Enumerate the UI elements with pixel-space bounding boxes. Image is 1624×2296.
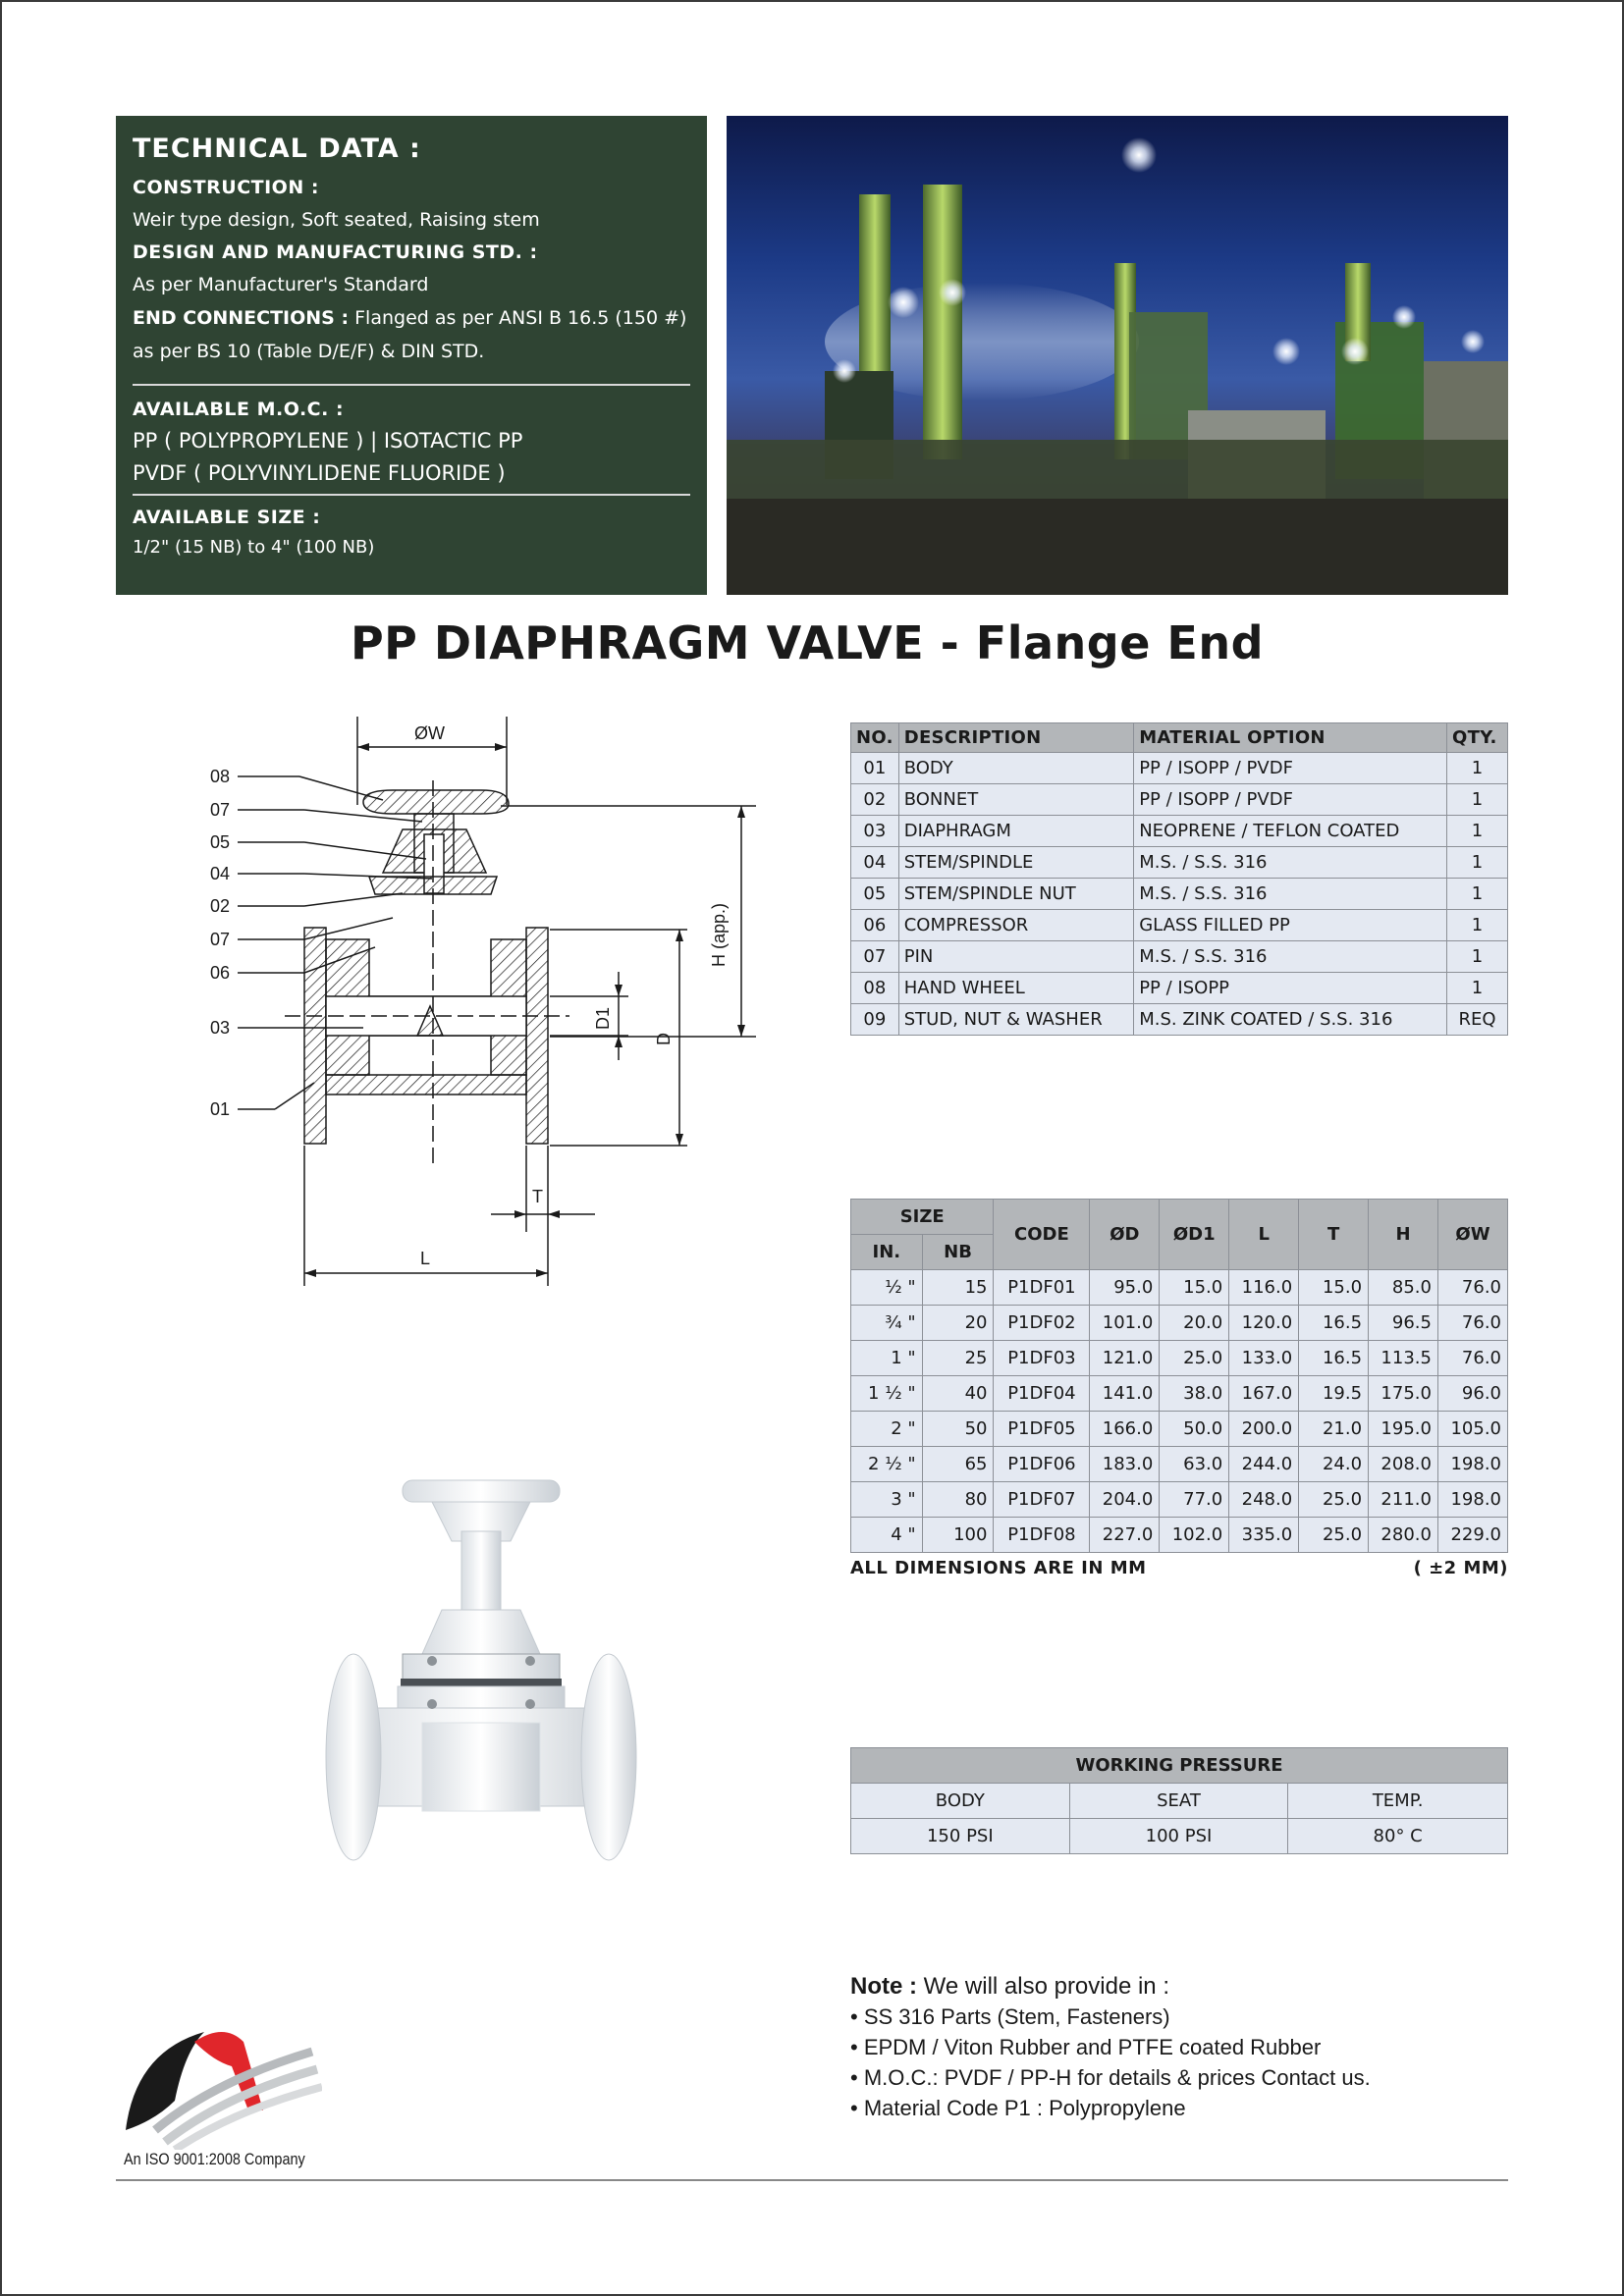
refinery-illustration [727,116,1508,595]
table-cell: NEOPRENE / TEFLON COATED [1134,816,1447,847]
table-cell: REQ [1447,1004,1508,1036]
table-header-row [851,723,1508,753]
table-cell: 105.0 [1437,1412,1507,1447]
table-cell: 198.0 [1437,1447,1507,1482]
end-connections-label: END CONNECTIONS : [133,307,350,329]
table-cell: 76.0 [1437,1306,1507,1341]
valve-illustration [324,1472,638,1875]
construction-label: CONSTRUCTION : [133,177,319,198]
working-pressure-table [850,1747,1508,1854]
dimensions-note [850,1558,1508,1578]
table-cell: 63.0 [1160,1447,1229,1482]
note-item: • EPDM / Viton Rubber and PTFE coated Rubber [850,2035,1322,2059]
dim-t-label: T [532,1187,543,1206]
dimensions-unit-note: ALL DIMENSIONS ARE IN MM [850,1558,1147,1578]
callout-label: 07 [210,800,231,820]
table-cell: 244.0 [1229,1447,1299,1482]
table-row [851,1376,1508,1412]
table-cell: 195.0 [1369,1412,1438,1447]
table-cell: M.S. / S.S. 316 [1134,941,1447,973]
table-cell: 01 [851,753,899,784]
table-cell: 03 [851,816,899,847]
table-cell: 120.0 [1229,1306,1299,1341]
table-cell: 15.0 [1299,1270,1369,1306]
note-item: • M.O.C.: PVDF / PP-H for details & prices Contact us. [850,2065,1371,2090]
column-header: NB [922,1235,994,1270]
dim-w-label: ØW [414,723,445,743]
table-row [851,1819,1508,1854]
table-row [851,1447,1508,1482]
table-cell: 101.0 [1090,1306,1160,1341]
table-cell: 198.0 [1437,1482,1507,1518]
table-cell: 40 [922,1376,994,1412]
table-cell: 04 [851,847,899,879]
valve-section-drawing [196,712,766,1291]
table-cell: 19.5 [1299,1376,1369,1412]
table-cell: 280.0 [1369,1518,1438,1553]
table-cell: 16.5 [1299,1341,1369,1376]
table-cell: 4 " [851,1518,923,1553]
table-cell: 25.0 [1160,1341,1229,1376]
table-cell: 100 [922,1518,994,1553]
table-cell: 200.0 [1229,1412,1299,1447]
divider [133,494,690,496]
moc-line-2: PVDF ( POLYVINYLIDENE FLUORIDE ) [133,461,506,485]
table-cell: STUD, NUT & WASHER [898,1004,1133,1036]
table-row [851,1518,1508,1553]
construction-text: Weir type design, Soft seated, Raising stem [133,209,540,231]
footer-divider [116,2179,1508,2181]
end-connections [133,301,689,335]
table-cell: 06 [851,910,899,941]
note-item: • SS 316 Parts (Stem, Fasteners) [850,2004,1170,2029]
table-cell: 2 " [851,1412,923,1447]
table-cell: 20 [922,1306,994,1341]
divider [133,384,690,386]
table-row [851,941,1508,973]
table-cell: DIAPHRAGM [898,816,1133,847]
note-item: • Material Code P1 : Polypropylene [850,2096,1186,2120]
table-cell: 1 [1447,879,1508,910]
table-cell: 208.0 [1369,1447,1438,1482]
column-header: T [1299,1200,1369,1270]
table-row [851,847,1508,879]
design-std-label: DESIGN AND MANUFACTURING STD. : [133,241,538,263]
parts-table [850,722,1508,1036]
table-row [851,879,1508,910]
table-cell: 150 PSI [851,1819,1070,1854]
column-header: MATERIAL OPTION [1134,723,1447,753]
callout-label: 03 [210,1018,231,1038]
column-header: DESCRIPTION [898,723,1133,753]
table-cell: TEMP. [1288,1784,1508,1819]
table-cell: 229.0 [1437,1518,1507,1553]
callout-label: 05 [210,832,231,852]
valve-cross-section [196,712,766,1291]
table-cell: 121.0 [1090,1341,1160,1376]
dim-d1-label: D1 [593,1006,613,1030]
table-cell: PP / ISOPP [1134,973,1447,1004]
table-cell: 116.0 [1229,1270,1299,1306]
moc-label: AVAILABLE M.O.C. : [133,399,345,420]
table-cell: PIN [898,941,1133,973]
company-logo [116,2012,322,2150]
table-cell: 335.0 [1229,1518,1299,1553]
table-cell: 227.0 [1090,1518,1160,1553]
end-connections-text-2: as per BS 10 (Table D/E/F) & DIN STD. [133,341,485,362]
callout-label: 01 [210,1099,231,1119]
table-cell: M.S. / S.S. 316 [1134,879,1447,910]
table-cell: PP / ISOPP / PVDF [1134,784,1447,816]
callout-label: 07 [210,930,231,949]
note-label: Note : [850,1973,917,2000]
table-cell: P1DF05 [994,1412,1090,1447]
table-row [851,1412,1508,1447]
table-row [851,1004,1508,1036]
table-cell: SEAT [1069,1784,1288,1819]
table-cell: 85.0 [1369,1270,1438,1306]
table-cell: 07 [851,941,899,973]
table-row [851,910,1508,941]
table-cell: HAND WHEEL [898,973,1133,1004]
table-cell: P1DF01 [994,1270,1090,1306]
table-cell: 25.0 [1299,1482,1369,1518]
table-cell: ¾ " [851,1306,923,1341]
column-header: ØD1 [1160,1200,1229,1270]
table-cell: 167.0 [1229,1376,1299,1412]
table-cell: 175.0 [1369,1376,1438,1412]
logo-mark [116,2012,322,2150]
table-cell: STEM/SPINDLE [898,847,1133,879]
size-group-header: SIZE [851,1200,994,1235]
column-header: L [1229,1200,1299,1270]
table-cell: 08 [851,973,899,1004]
table-cell: 80 [922,1482,994,1518]
table-cell: 1 ½ " [851,1376,923,1412]
table-row [851,784,1508,816]
table-row [851,753,1508,784]
column-header: IN. [851,1235,923,1270]
table-cell: GLASS FILLED PP [1134,910,1447,941]
dimensions-table [850,1199,1508,1553]
table-cell: STEM/SPINDLE NUT [898,879,1133,910]
table-cell: 1 [1447,784,1508,816]
table-cell: M.S. / S.S. 316 [1134,847,1447,879]
table-row [851,1306,1508,1341]
table-cell: 1 [1447,941,1508,973]
moc-line-1: PP ( POLYPROPYLENE ) | ISOTACTIC PP [133,429,523,453]
column-header: NO. [851,723,899,753]
table-cell: 204.0 [1090,1482,1160,1518]
table-cell: 183.0 [1090,1447,1160,1482]
table-cell: 96.0 [1437,1376,1507,1412]
callout-label: 06 [210,963,231,983]
table-cell: P1DF07 [994,1482,1090,1518]
table-cell: 3 " [851,1482,923,1518]
callout-label: 04 [210,864,231,883]
table-cell: 1 [1447,816,1508,847]
table-cell: P1DF02 [994,1306,1090,1341]
note-intro: We will also provide in : [917,1973,1169,2000]
table-cell: P1DF08 [994,1518,1090,1553]
table-cell: 211.0 [1369,1482,1438,1518]
table-row [851,1341,1508,1376]
table-cell: 113.5 [1369,1341,1438,1376]
end-connections-text: Flanged as per ANSI B 16.5 (150 #) [349,307,687,329]
table-cell: 15 [922,1270,994,1306]
table-cell: 09 [851,1004,899,1036]
table-cell: 133.0 [1229,1341,1299,1376]
table-cell: PP / ISOPP / PVDF [1134,753,1447,784]
table-header-row [851,1200,1508,1235]
table-cell: 38.0 [1160,1376,1229,1412]
size-text: 1/2" (15 NB) to 4" (100 NB) [133,537,375,558]
table-cell: 1 [1447,973,1508,1004]
table-cell: 20.0 [1160,1306,1229,1341]
valve-product-photo [324,1472,638,1875]
dim-h-label: H (app.) [709,902,729,967]
table-cell: 16.5 [1299,1306,1369,1341]
table-cell: 100 PSI [1069,1819,1288,1854]
table-row [851,1784,1508,1819]
table-cell: 50 [922,1412,994,1447]
table-row [851,973,1508,1004]
table-row [851,816,1508,847]
table-cell: 76.0 [1437,1341,1507,1376]
table-cell: 248.0 [1229,1482,1299,1518]
column-header: ØD [1090,1200,1160,1270]
table-row [851,1482,1508,1518]
table-cell: 96.5 [1369,1306,1438,1341]
table-cell: 50.0 [1160,1412,1229,1447]
table-cell: 25 [922,1341,994,1376]
tolerance-note: ( ±2 MM) [1413,1558,1508,1578]
table-cell: 02 [851,784,899,816]
table-cell: 166.0 [1090,1412,1160,1447]
dim-l-label: L [420,1249,431,1268]
callout-label: 02 [210,896,231,916]
table-cell: COMPRESSOR [898,910,1133,941]
page-title: PP DIAPHRAGM VALVE - Flange End [350,616,1265,669]
column-header: CODE [994,1200,1090,1270]
table-cell: 102.0 [1160,1518,1229,1553]
callout-label: 08 [210,767,231,786]
table-cell: 1 [1447,910,1508,941]
table-cell: 21.0 [1299,1412,1369,1447]
table-cell: 76.0 [1437,1270,1507,1306]
table-cell: 05 [851,879,899,910]
column-header: ØW [1437,1200,1507,1270]
table-cell: 77.0 [1160,1482,1229,1518]
column-header: H [1369,1200,1438,1270]
table-cell: P1DF03 [994,1341,1090,1376]
size-label: AVAILABLE SIZE : [133,507,321,528]
table-cell: BODY [898,753,1133,784]
table-cell: BODY [851,1784,1070,1819]
design-std-text: As per Manufacturer's Standard [133,274,429,295]
table-cell: M.S. ZINK COATED / S.S. 316 [1134,1004,1447,1036]
dim-d-label: D [654,1033,674,1045]
table-cell: 1 [1447,753,1508,784]
refinery-photo [727,116,1508,595]
table-cell: 95.0 [1090,1270,1160,1306]
table-cell: P1DF06 [994,1447,1090,1482]
table-cell: 80° C [1288,1819,1508,1854]
table-cell: 15.0 [1160,1270,1229,1306]
table-cell: 24.0 [1299,1447,1369,1482]
working-pressure-title: WORKING PRESSURE [851,1748,1508,1784]
note-heading [850,1971,1371,2002]
table-cell: 65 [922,1447,994,1482]
table-cell: 1 " [851,1341,923,1376]
column-header: QTY. [1447,723,1508,753]
table-cell: 141.0 [1090,1376,1160,1412]
table-cell: 2 ½ " [851,1447,923,1482]
note-section [850,1971,1371,2123]
table-cell: ½ " [851,1270,923,1306]
table-header-row [851,1748,1508,1784]
technical-data-title: TECHNICAL DATA : [133,133,421,164]
table-cell: 1 [1447,847,1508,879]
table-cell: P1DF04 [994,1376,1090,1412]
iso-certification-text: An ISO 9001:2008 Company [124,2150,305,2168]
table-cell: 25.0 [1299,1518,1369,1553]
technical-data-panel [116,116,707,595]
table-row [851,1270,1508,1306]
table-cell: BONNET [898,784,1133,816]
